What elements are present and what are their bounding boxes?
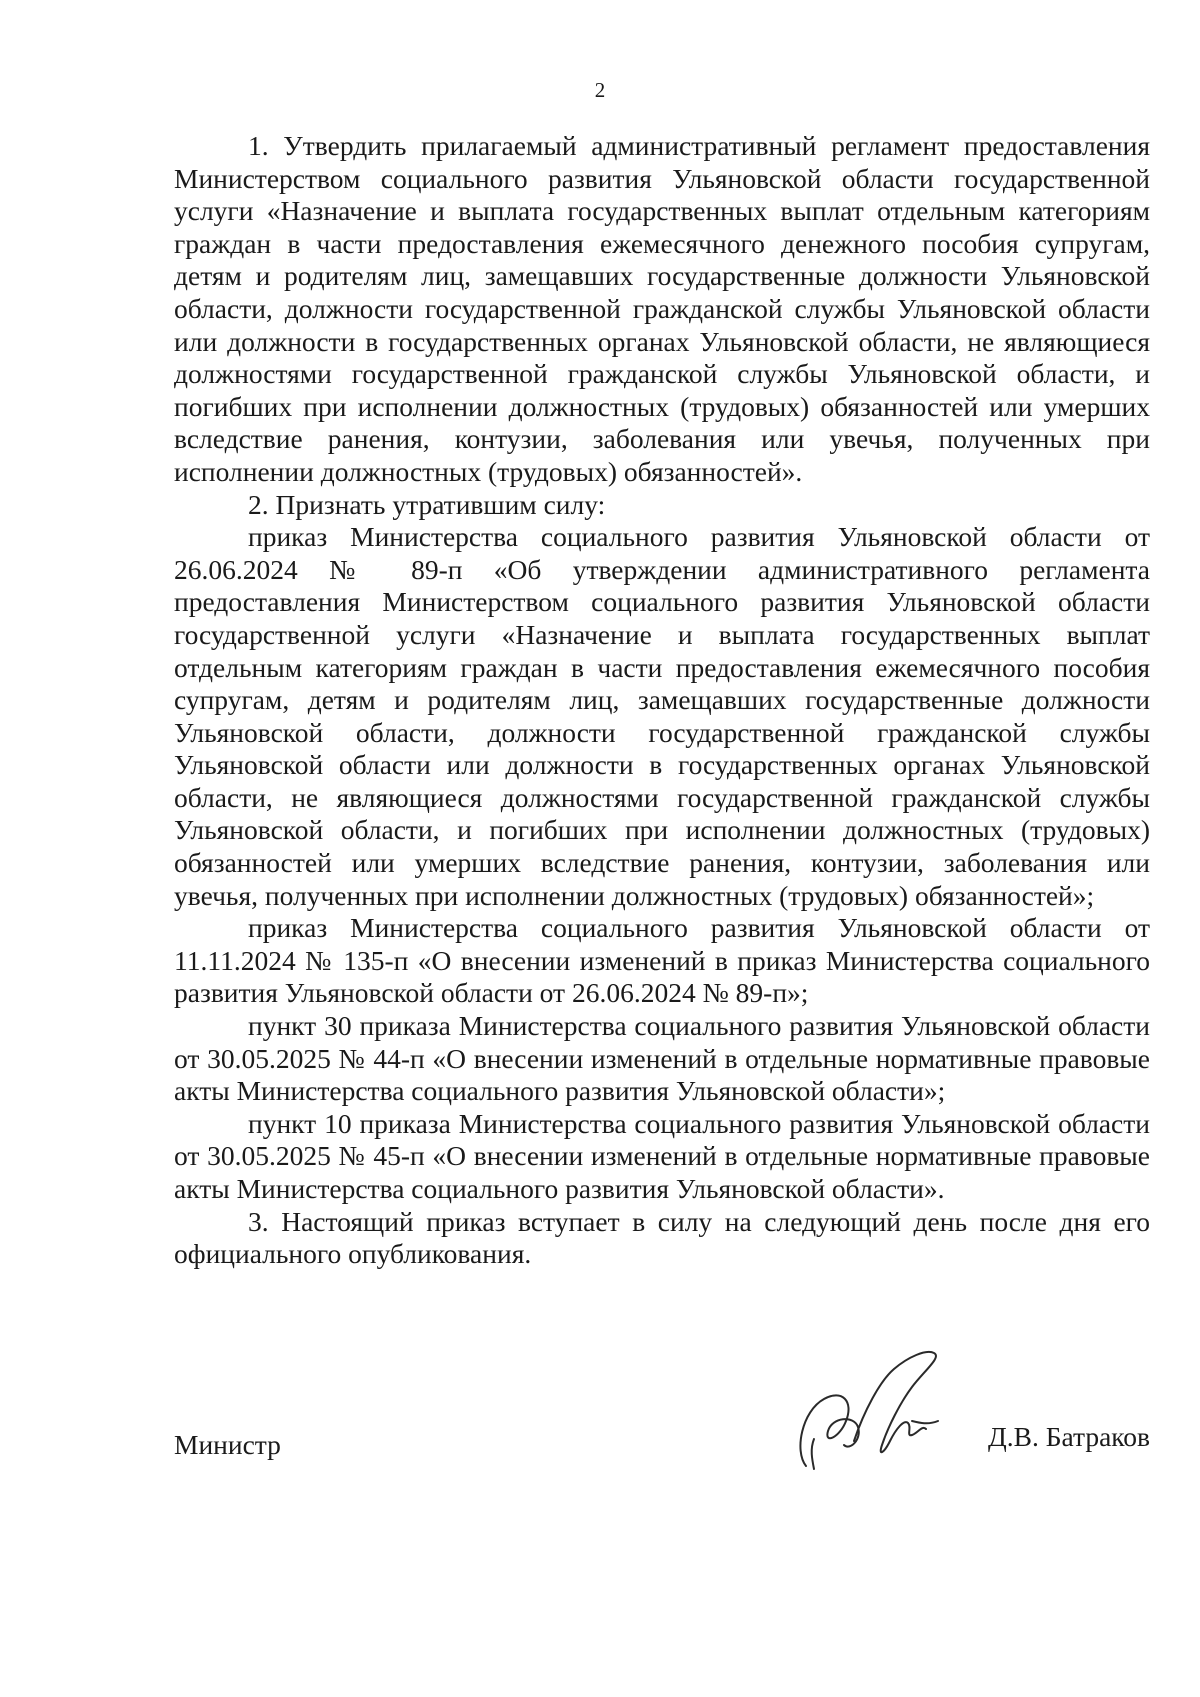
paragraph-repeal-order-135: приказ Министерства социального развития Ульяновской области от 11.11.2024 № 135-п «О внесении изменений в приказ Министерства социального развития Ульяновской области от 26.06.2024 № 89-п»; bbox=[174, 912, 1150, 1009]
paragraph-repeal-order-89: приказ Министерства социального развития Ульяновской области от 26.06.2024 № 89-п «Об утверждении административного регламента предоставления Министерством социального развития Ульяновской области государственной услуги «Назначение и выплата государственных выплат отдельным категориям граждан в части предоставления ежемесячного пособия супругам, детям и родителям лиц, замещавших государственные должности Ульяновской области, должности государственной гражданской службы Ульяновской области или должности в государственных органах Ульяновской области, не являющиеся должностями государственной гражданской службы Ульяновской области, и погибших при исполнении должностных (трудовых) обязанностей или умерших вследствие ранения, контузии, заболевания или увечья, полученных при исполнении должностных (трудовых) обязанностей»; bbox=[174, 521, 1150, 911]
signature-block bbox=[174, 1405, 1150, 1505]
paragraph-approve-regulation: 1. Утвердить прилагаемый административный регламент предоставления Министерством социального развития Ульяновской области государственной услуги «Назначение и выплата государственных выплат отдельным категориям граждан в части предоставления ежемесячного денежного пособия супругам, детям и родителям лиц, замещавших государственные должности Ульяновской области, должности государственной гражданской службы Ульяновской области или должности в государственных органах Ульяновской области, не являющиеся должностями государственной гражданской службы Ульяновской области, и погибших при исполнении должностных (трудовых) обязанностей или умерших вследствие ранения, контузии, заболевания или увечья, полученных при исполнении должностных (трудовых) обязанностей». bbox=[174, 130, 1150, 487]
page-number: 2 bbox=[594, 78, 606, 102]
handwritten-signature bbox=[784, 1341, 964, 1481]
paragraph-entry-into-force: 3. Настоящий приказ вступает в силу на следующий день после дня его официального опубликования. bbox=[174, 1205, 1150, 1270]
paragraph-repeal-heading: 2. Признать утратившим силу: bbox=[248, 488, 606, 520]
signer-title: Министр bbox=[174, 1429, 281, 1460]
document-body bbox=[174, 130, 1150, 1271]
paragraph-repeal-order-44-item-30: пункт 30 приказа Министерства социального развития Ульяновской области от 30.05.2025 № 44-п «О внесении изменений в отдельные нормативные правовые акты Министерства социального развития Ульяновской области»; bbox=[174, 1010, 1150, 1107]
signer-name: Д.В. Батраков bbox=[987, 1421, 1150, 1452]
paragraph-repeal-order-45-item-10: пункт 10 приказа Министерства социального развития Ульяновской области от 30.05.2025 № 45-п «О внесении изменений в отдельные нормативные правовые акты Министерства социального развития Ульяновской области». bbox=[174, 1107, 1150, 1204]
